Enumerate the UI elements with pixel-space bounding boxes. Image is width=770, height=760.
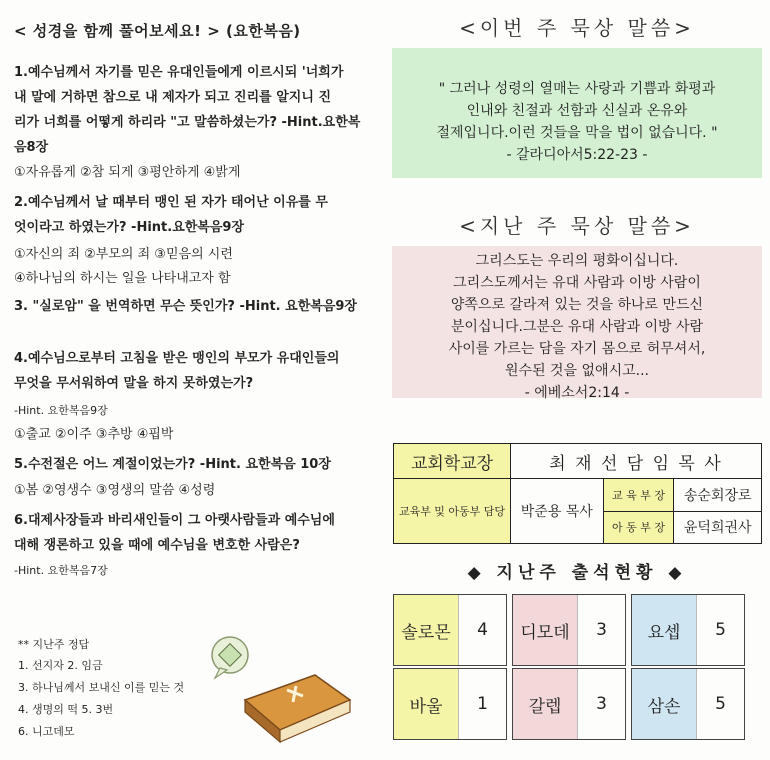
child-head-label: 아 동 부 장 xyxy=(603,511,674,544)
question-5-options: ①봄 ②영생수 ③영생의 말씀 ④성령 xyxy=(14,483,216,498)
group-name: 삼손 xyxy=(632,669,697,739)
attendance-title: ◆ 지난주 출석현황 ◆ xyxy=(467,563,687,583)
group-count: 5 xyxy=(715,694,726,714)
attendance-cell xyxy=(393,668,507,740)
question-6-hint: -Hint. 요한복음7장 xyxy=(14,564,108,577)
bible-book-icon xyxy=(245,675,350,742)
attendance-cell xyxy=(512,594,626,666)
this-week-verse xyxy=(392,48,762,178)
attendance-cell xyxy=(512,668,626,740)
question-6-line: 6.대제사장들과 바리새인들이 그 아랫사람들과 예수님에 xyxy=(14,513,335,528)
group-count: 5 xyxy=(715,620,726,640)
edu-head-name: 송순회장로 xyxy=(674,479,762,512)
last-week-title: <지난 주 묵상 말씀> xyxy=(459,214,695,238)
question-4-options: ①출교 ②이주 ③추방 ④핍박 xyxy=(14,427,174,442)
question-4-line: 무엇을 무서워하여 말을 하지 못하였는가? xyxy=(14,376,254,391)
verse-line: 그리스도는 우리의 평화이십니다. xyxy=(475,253,679,269)
group-name: 요셉 xyxy=(632,595,697,665)
attendance-cell xyxy=(631,594,745,666)
question-1-line: 리가 너희를 어떻게 하리라 "고 말씀하셨는가? -Hint.요한복 xyxy=(14,115,361,130)
staff-table xyxy=(393,443,762,544)
question-1-line: 음8장 xyxy=(14,140,49,155)
quiz-title: < 성경을 함께 풀어보세요! > (요한복음) xyxy=(14,22,301,40)
answer-line: 3. 하나님께서 보내신 이를 믿는 것 xyxy=(18,681,185,694)
question-6-line: 대해 쟁론하고 있을 때에 예수님을 변호한 사람은? xyxy=(14,538,300,553)
question-4-line: 4.예수님으로부터 고침을 받은 맹인의 부모가 유대인들의 xyxy=(14,351,340,366)
question-1-options: ①자유롭게 ②참 되게 ③평안하게 ④밝게 xyxy=(14,165,241,180)
answer-line: 6. 니고데모 xyxy=(18,725,75,738)
group-count: 1 xyxy=(477,694,488,714)
this-week-title: <이번 주 묵상 말씀> xyxy=(459,16,695,40)
group-name: 갈렙 xyxy=(513,669,578,739)
verse-reference: - 갈라디아서5:22-23 - xyxy=(506,147,648,163)
verse-line: " 그러나 성령의 열매는 사랑과 기쁨과 화평과 xyxy=(438,81,716,97)
question-4 xyxy=(14,346,380,396)
question-2-line: 엇이라고 하였는가? -Hint.요한복음9장 xyxy=(14,220,245,235)
answer-line: 1. 선지자 2. 임금 xyxy=(18,659,103,672)
group-count: 3 xyxy=(596,620,607,640)
verse-line: 그리스도께서는 유대 사람과 이방 사람이 xyxy=(453,275,701,291)
attendance-cell xyxy=(393,594,507,666)
question-2-options-2: ④하나님의 하시는 일을 나타내고자 함 xyxy=(14,271,231,286)
group-name: 솔로몬 xyxy=(394,595,459,665)
edu-label: 교육부 및 아동부 담당 xyxy=(394,479,511,544)
verse-line: 사이를 가르는 담을 자기 몸으로 허무셔서, xyxy=(448,341,706,357)
principal-name: 최 재 선 담 임 목 사 xyxy=(511,444,762,479)
answer-line: 4. 생명의 떡 5. 3번 xyxy=(18,703,114,716)
edu-head-label: 교 육 부 장 xyxy=(603,479,674,512)
bible-illustration xyxy=(205,630,365,755)
verse-line: 인내와 친절과 선함과 신실과 온유와 xyxy=(466,103,688,119)
verse-line: 원수된 것을 없애시고... xyxy=(505,363,649,379)
question-6 xyxy=(14,508,380,558)
child-head-name: 윤덕희권사 xyxy=(674,511,762,544)
attendance-cell xyxy=(631,668,745,740)
question-2 xyxy=(14,190,380,240)
verse-line: 양쪽으로 갈라져 있는 것을 하나로 만드신 xyxy=(450,297,704,313)
verse-reference: - 에베소서2:14 - xyxy=(524,385,630,401)
question-1-line: 1.예수님께서 자기를 믿은 유대인들에게 이르시되 '너희가 xyxy=(14,65,344,80)
question-4-hint: -Hint. 요한복음9장 xyxy=(14,404,108,417)
verse-line: 절제입니다.이런 것들을 막을 법이 없습니다. " xyxy=(436,125,718,141)
principal-label: 교회학교장 xyxy=(394,444,511,479)
answers-title: ** 지난주 정답 xyxy=(18,638,90,651)
verse-line: 분이십니다.그분은 유대 사람과 이방 사람 xyxy=(450,319,704,335)
question-2-options-1: ①자신의 죄 ②부모의 죄 ③믿음의 시련 xyxy=(14,247,233,262)
last-week-verse xyxy=(392,246,762,401)
group-count: 4 xyxy=(477,620,488,640)
group-count: 3 xyxy=(596,694,607,714)
question-1 xyxy=(14,60,380,160)
edu-name: 박준용 목사 xyxy=(511,479,604,544)
question-5: 5.수전절은 어느 계절이었는가? -Hint. 요한복음 10장 xyxy=(14,457,331,472)
group-name: 바울 xyxy=(394,669,459,739)
question-2-line: 2.예수님께서 날 때부터 맹인 된 자가 태어난 이유를 무 xyxy=(14,195,328,210)
group-name: 디모데 xyxy=(513,595,578,665)
speech-bubble-icon xyxy=(212,637,248,678)
question-3: 3. "실로암" 을 번역하면 무슨 뜻인가? -Hint. 요한복음9장 xyxy=(14,299,357,314)
question-1-line: 내 말에 거하면 참으로 내 제자가 되고 진리를 알지니 진 xyxy=(14,90,332,105)
